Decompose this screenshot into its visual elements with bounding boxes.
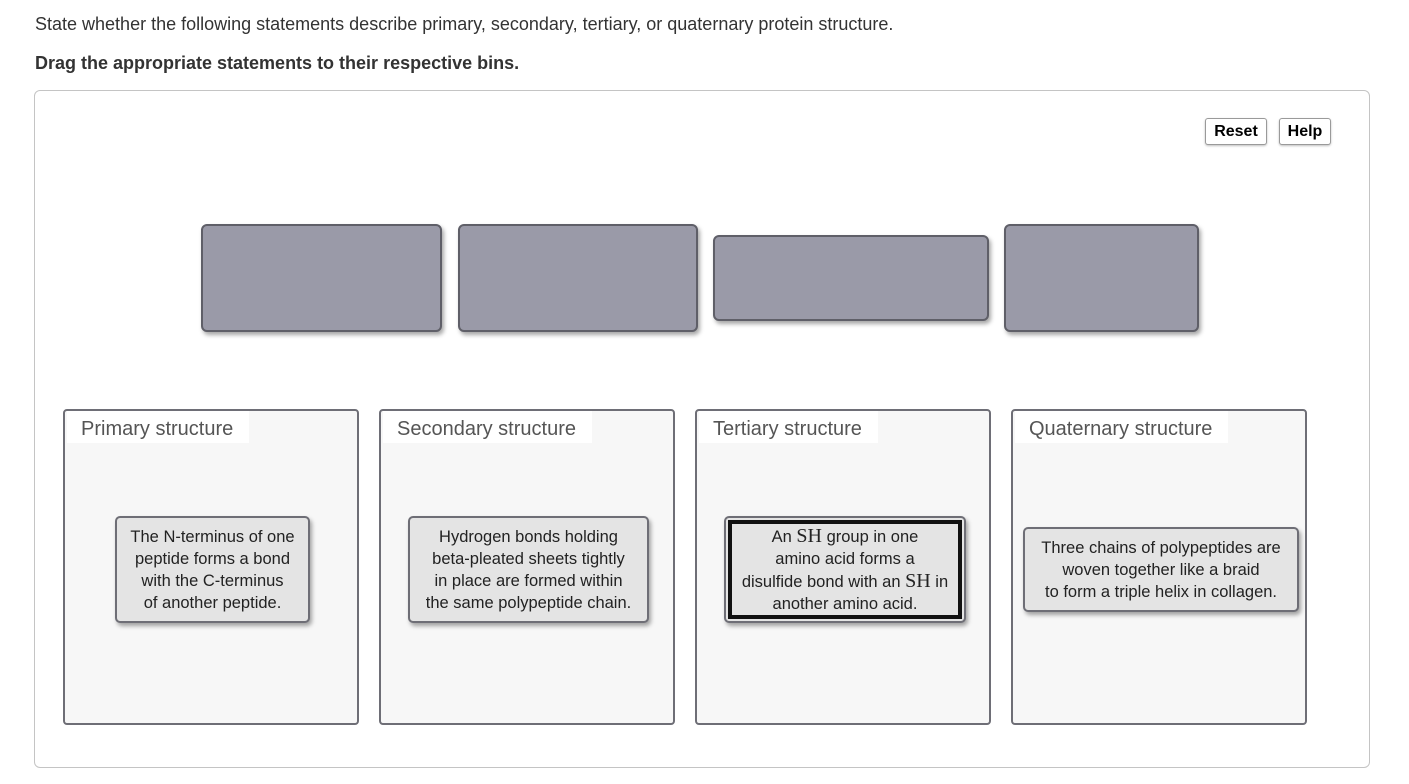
statement-text: The N-terminus of one peptide forms a bond with the C-terminus of another peptide. — [130, 527, 295, 612]
drag-instruction-text: Drag the appropriate statements to their respective bins. — [35, 53, 520, 73]
bin-tertiary-structure[interactable] — [695, 409, 991, 725]
empty-source-slot — [458, 224, 698, 332]
statement-card-secondary[interactable] — [408, 516, 649, 623]
bin-quaternary-structure[interactable] — [1011, 409, 1307, 725]
statement-card-tertiary[interactable] — [724, 516, 966, 623]
math-sh: SH — [796, 524, 822, 547]
bin-label: Quaternary structure — [1015, 411, 1228, 443]
bin-label: Secondary structure — [383, 411, 592, 443]
selection-outline — [728, 520, 962, 619]
statement-text — [742, 525, 948, 615]
empty-source-slot — [1004, 224, 1199, 332]
text-segment: disulfide bond with an — [741, 572, 906, 591]
statement-text: Hydrogen bonds holding beta-pleated sheets tightly in place are formed within the same polypeptide chain. — [425, 527, 632, 612]
text-segment: amino acid forms a — [775, 549, 915, 568]
statement-card-quaternary[interactable] — [1023, 527, 1299, 612]
text-segment: An — [771, 527, 797, 546]
math-sh: SH — [905, 569, 931, 592]
instructions-text: State whether the following statements describe primary, secondary, tertiary, or quaternary protein structure. — [35, 14, 894, 34]
text-segment: group in one — [822, 527, 919, 546]
bin-label: Primary structure — [67, 411, 249, 443]
bin-label: Tertiary structure — [699, 411, 878, 443]
reset-button[interactable]: Reset — [1205, 118, 1267, 145]
bin-secondary-structure[interactable] — [379, 409, 675, 725]
bin-primary-structure[interactable] — [63, 409, 359, 725]
statement-text: Three chains of polypeptides are woven together like a braid to form a triple helix in collagen. — [1041, 538, 1281, 601]
statement-card-primary[interactable] — [115, 516, 310, 623]
text-segment: in — [930, 572, 949, 591]
empty-source-slot — [713, 235, 989, 321]
help-button[interactable]: Help — [1279, 118, 1331, 145]
text-segment: another amino acid. — [772, 594, 918, 613]
empty-source-slot — [201, 224, 442, 332]
drag-drop-workspace — [34, 90, 1370, 768]
